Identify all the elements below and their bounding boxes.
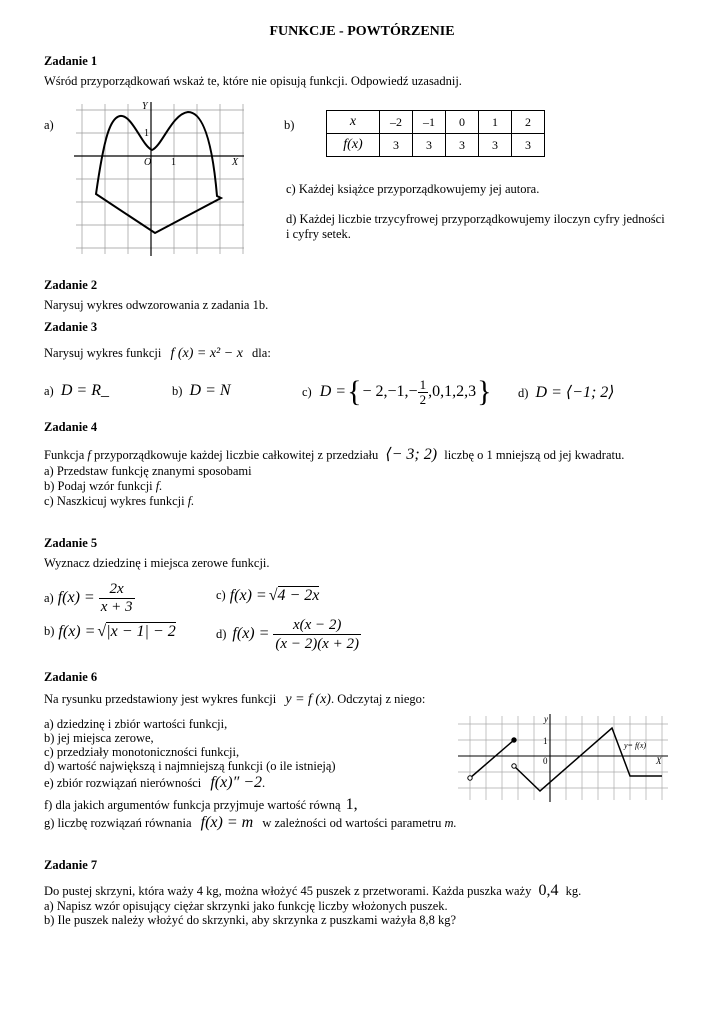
task-3-formula: f (x) = x² − x: [170, 346, 243, 361]
graph-y-one: 1: [543, 736, 548, 746]
table-cell: 3: [413, 134, 446, 157]
task-4-interval: ⟨− 3; 2): [385, 446, 438, 463]
task-6c: c) przedziały monotoniczności funkcji,: [44, 745, 240, 759]
table-cell: 3: [512, 134, 545, 157]
table-cell: 0: [446, 111, 479, 134]
sqrt-icon: √: [268, 586, 278, 604]
graph-x-label: X: [656, 756, 662, 766]
task-7-text: Do pustej skrzyni, która waży 4 kg, można włożyć 45 puszek z przetworami. Każda puszka waży 0,4 kg.: [44, 882, 582, 899]
task-6e: e) zbiór rozwiązań nierówności f(x)″ −2.: [44, 774, 266, 791]
table-head-fx: f(x): [327, 134, 380, 157]
task-6b: b) jej miejsca zerowe,: [44, 731, 154, 745]
task-3d-expr: D = ⟨−1; 2⟩: [535, 384, 615, 401]
task-5d-fraction: $\frac{x(x - 2)}{(x - 2)(x + 2)}$: [275, 616, 359, 652]
graph-y-label: Y: [142, 101, 148, 112]
task-3c: c) D = { − 2,−1,− $\frac{1}{2}$ ,0,1,2,3 }: [302, 375, 492, 408]
table-head-x: x: [327, 111, 380, 134]
task-1a-graph: [72, 98, 248, 258]
table-cell: 3: [479, 134, 512, 157]
graph-function-label: y= f(x): [624, 741, 647, 750]
task-1c-text: c) Każdej książce przyporządkowujemy jej autora.: [286, 182, 540, 196]
brace-right-icon: }: [477, 375, 492, 408]
graph-zero: 0: [543, 756, 548, 766]
table-cell: –1: [413, 111, 446, 134]
table-row: [327, 134, 545, 157]
task-5-heading: Zadanie 5: [44, 536, 98, 550]
task-1a-label: a): [44, 118, 54, 132]
task-5-text: Wyznacz dziedzinę i miejsca zerowe funkcji.: [44, 556, 270, 570]
task-6d: d) wartość największą i najmniejszą funkcji (o ile istnieją): [44, 759, 336, 773]
task-3-heading: Zadanie 3: [44, 320, 98, 334]
task-4-heading: Zadanie 4: [44, 420, 98, 434]
task-5d: d) f(x) = $\frac{x(x - 2)}{(x - 2)(x + 2)}$: [216, 616, 359, 652]
graph-origin-label: O: [144, 157, 152, 168]
task-3-text: [44, 346, 271, 362]
task-1-text: Wśród przyporządkowań wskaż te, które nie opisują funkcji. Odpowiedź uzasadnij.: [44, 74, 462, 88]
task-3-text-post: dla:: [252, 346, 271, 360]
task-4b: b) Podaj wzór funkcji f.: [44, 479, 163, 493]
task-6a: a) dziedzinę i zbiór wartości funkcji,: [44, 717, 228, 731]
task-5b: b) f(x) = √ |x − 1| − 2: [44, 622, 176, 640]
graph-x-one: 1: [171, 157, 176, 168]
task-1-heading: Zadanie 1: [44, 54, 98, 68]
task-5c: c) f(x) = √ 4 − 2x: [216, 586, 320, 604]
table-cell: 3: [380, 134, 413, 157]
task-3b: b) D = N: [172, 382, 231, 399]
brace-left-icon: {: [347, 375, 362, 408]
task-2-text: Narysuj wykres odwzorowania z zadania 1b.: [44, 298, 269, 312]
task-1d-text-line2: i cyfry setek.: [286, 227, 351, 241]
task-3b-expr: D = N: [189, 382, 231, 399]
task-1b-label: b): [284, 118, 295, 132]
task-6-graph: [456, 712, 670, 804]
table-cell: 3: [446, 134, 479, 157]
sqrt-icon: √: [97, 622, 107, 640]
graph-y-label: y: [544, 714, 548, 724]
task-3a-expr: D = R_: [60, 382, 109, 399]
task-3a: a) D = R_: [44, 382, 109, 399]
graph-x-label: X: [232, 157, 239, 168]
task-5a-fraction: $\frac{2x}{x + 3}$: [100, 580, 133, 615]
task-7a: a) Napisz wzór opisujący ciężar skrzynki jako funkcję liczby włożonych puszek.: [44, 899, 448, 913]
task-2-heading: Zadanie 2: [44, 278, 98, 292]
page-title: FUNKCJE - POWTÓRZENIE: [269, 24, 455, 39]
table-cell: 2: [512, 111, 545, 134]
graph-y-one: 1: [144, 128, 149, 139]
task-6-heading: Zadanie 6: [44, 670, 98, 684]
task-1d-text-line1: d) Każdej liczbie trzycyfrowej przyporządkowujemy iloczyn cyfry jedności: [286, 212, 665, 226]
task-4-text: Funkcja f przyporządkowuje każdej liczbie całkowitej z przedziału ⟨− 3; 2) liczbę o 1 mniejszą od jej kwadratu.: [44, 446, 625, 463]
task-3-text-pre: Narysuj wykres funkcji: [44, 346, 162, 360]
task-7b: b) Ile puszek należy włożyć do skrzynki, aby skrzynka z puszkami ważyła 8,8 kg?: [44, 913, 457, 927]
task-5a: a) f(x) = $\frac{2x}{x + 3}$: [44, 580, 133, 615]
task-6-text: Na rysunku przedstawiony jest wykres funkcji y = f (x). Odczytaj z niego:: [44, 692, 426, 707]
table-row: [327, 111, 545, 134]
table-cell: 1: [479, 111, 512, 134]
task-6f: f) dla jakich argumentów funkcja przyjmuje wartość równą 1,: [44, 796, 358, 813]
task-4a: a) Przedstaw funkcję znanymi sposobami: [44, 464, 252, 478]
task-3d: d) D = ⟨−1; 2⟩: [518, 384, 615, 401]
task-7-heading: Zadanie 7: [44, 858, 98, 872]
fraction-half: $\frac{1}{2}$: [419, 376, 427, 407]
task-6g: g) liczbę rozwiązań równania f(x) = m w zależności od wartości parametru m.: [44, 814, 457, 831]
task-1b-table: [326, 110, 545, 157]
table-cell: –2: [380, 111, 413, 134]
task-4c: c) Naszkicuj wykres funkcji f.: [44, 494, 195, 508]
